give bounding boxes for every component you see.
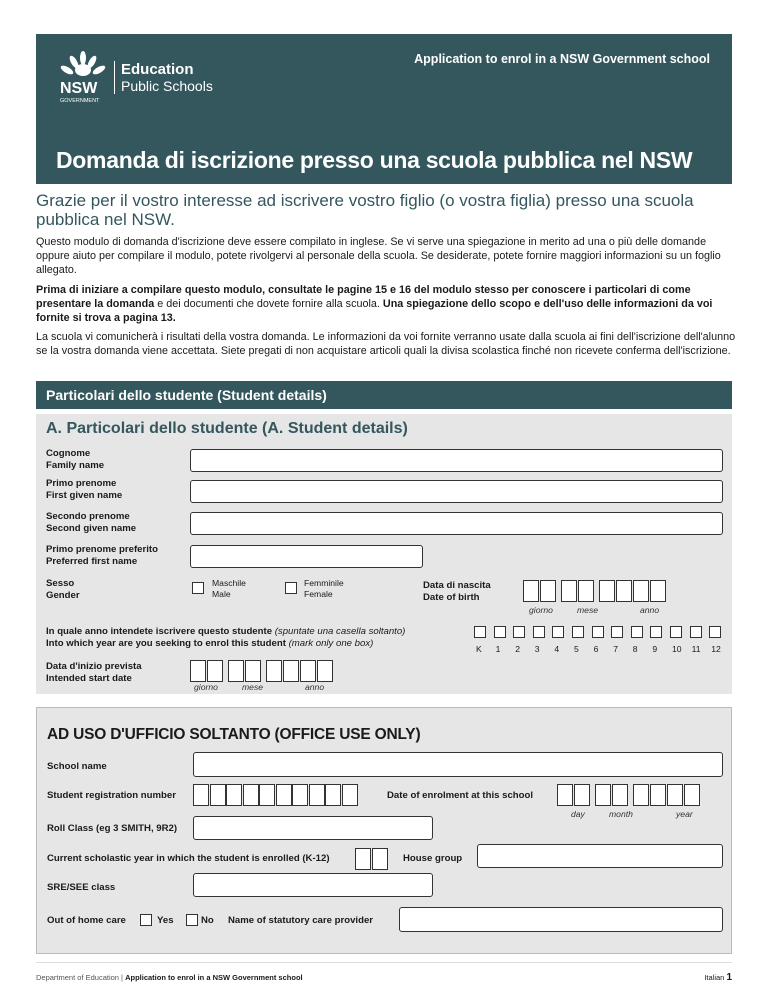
year-checkbox[interactable]: [533, 626, 545, 638]
dob-label: Data di nascita Date of birth: [423, 580, 491, 603]
first-name-label: Primo prenome First given name: [46, 478, 123, 501]
year-checkbox[interactable]: [592, 626, 604, 638]
srn-digit-box[interactable]: [342, 784, 358, 806]
page-title: Domanda di iscrizione presso una scuola pubblica nel NSW: [56, 147, 693, 173]
sre-field[interactable]: [193, 873, 433, 897]
family-name-label: Cognome Family name: [46, 448, 105, 471]
intro-paragraph-2: [36, 283, 736, 325]
dob-boxes[interactable]: [523, 580, 683, 602]
start-date-boxes[interactable]: [190, 660, 350, 682]
srn-boxes[interactable]: [193, 784, 353, 806]
second-name-field[interactable]: [190, 512, 723, 535]
year-checkbox[interactable]: [709, 626, 721, 638]
preferred-name-label: Primo prenome preferito Preferred first name: [46, 544, 158, 567]
male-label: Maschile Male: [212, 578, 246, 599]
srn-digit-box[interactable]: [325, 784, 341, 806]
year-checkbox[interactable]: [494, 626, 506, 638]
year-option-label: 11: [691, 644, 701, 654]
year-option-label: 9: [652, 644, 658, 654]
year-checkbox[interactable]: [552, 626, 564, 638]
intro-paragraph-3: La scuola vi comunicherà i risultati della vostra domanda. Le informazioni da voi fornite verranno usate dalla scuola ai fini dell'iscrizione dell'alunno se la vostra domanda viene accettata. Siete pregati di non acquistare articoli quali la divisa scolastica finché non ricevete conferma dell'iscrizione.: [36, 331, 736, 357]
gender-male-checkbox[interactable]: [192, 582, 204, 594]
srn-digit-box[interactable]: [276, 784, 292, 806]
year-option-label: 1: [495, 644, 501, 654]
logo-text: [114, 61, 213, 94]
year-checkbox[interactable]: [670, 626, 682, 638]
roll-class-label: Roll Class (eg 3 SMITH, 9R2): [47, 823, 178, 834]
srn-digit-box[interactable]: [309, 784, 325, 806]
year-checkbox[interactable]: [611, 626, 623, 638]
year-option-label: 10: [672, 644, 682, 654]
start-month-caption: mese: [242, 682, 264, 692]
logo-dept: Education: [121, 60, 194, 78]
office-use-panel: [36, 707, 732, 954]
intro-p2-bold1: Prima di iniziare a compilare questo modulo, consultate le pagine 15 e 16 del modulo stesso per conoscere i particolari di come presentare la domanda: [36, 284, 691, 310]
dob-year-caption: anno: [640, 605, 660, 615]
enrol-year-caption: year: [676, 809, 693, 819]
provider-field[interactable]: [399, 907, 723, 932]
section-student-details: Particolari dello studente (Student details): [36, 381, 732, 409]
srn-digit-box[interactable]: [226, 784, 242, 806]
footer-divider: [36, 962, 732, 963]
logo-sub: Public Schools: [121, 77, 213, 94]
female-label: Femminile Female: [304, 578, 344, 599]
preferred-name-field[interactable]: [190, 545, 423, 568]
srn-digit-box[interactable]: [259, 784, 275, 806]
house-group-field[interactable]: [477, 844, 723, 868]
srn-digit-box[interactable]: [193, 784, 209, 806]
second-name-label: Secondo prenome Second given name: [46, 511, 137, 534]
header-tagline: Application to enrol in a NSW Government school: [414, 52, 710, 66]
year-checkbox[interactable]: [474, 626, 486, 638]
year-checkbox[interactable]: [572, 626, 584, 638]
intro-p2-mid: e dei documenti che dovete fornire alla scuola.: [154, 298, 383, 310]
year-option-label: 12: [711, 644, 721, 654]
year-checkbox-group: [474, 624, 730, 658]
year-checkbox[interactable]: [690, 626, 702, 638]
footer-page: Italian 1: [704, 972, 732, 983]
ohc-label: Out of home care: [47, 915, 126, 926]
srn-label: Student registration number: [47, 790, 176, 801]
panel-title: A. Particolari dello studente (A. Student details): [46, 420, 408, 437]
intro-subtitle: Grazie per il vostro interesse ad iscrivere vostro figlio (o vostra figlia) presso una scuola pubblica nel NSW.: [36, 191, 694, 229]
logo-government-text: GOVERNMENT: [60, 98, 100, 104]
gender-female-checkbox[interactable]: [285, 582, 297, 594]
year-option-label: 5: [574, 644, 579, 654]
year-option-label: 2: [515, 644, 520, 654]
student-details-panel: [36, 414, 732, 694]
start-year-caption: anno: [305, 682, 325, 692]
ohc-no-label: No: [201, 915, 214, 926]
intro-p2-bold2: Una spiegazione dello scopo e dell'uso delle informazioni da voi fornite si trova a pagina 13.: [36, 298, 713, 324]
ohc-no-checkbox[interactable]: [186, 914, 198, 926]
year-option-label: 8: [632, 644, 638, 654]
header-banner: [36, 34, 732, 184]
year-option-label: 7: [613, 644, 618, 654]
year-question-label: In quale anno intendete iscrivere questo studente (spuntate una casella soltanto) Into which year are you seeking to enrol this student (mark only one box): [46, 626, 406, 649]
nsw-education-logo: [58, 48, 213, 106]
start-day-caption: giorno: [194, 682, 218, 692]
year-option-label: 3: [534, 644, 540, 654]
gender-label: Sesso Gender: [46, 578, 80, 601]
school-name-label: School name: [47, 761, 107, 772]
current-year-boxes[interactable]: [355, 848, 395, 870]
office-title: AD USO D'UFFICIO SOLTANTO (OFFICE USE ONLY): [47, 726, 421, 743]
year-option-label: 6: [593, 644, 599, 654]
enrol-month-caption: month: [609, 809, 633, 819]
dob-month-caption: mese: [577, 605, 599, 615]
year-checkbox[interactable]: [650, 626, 662, 638]
first-name-field[interactable]: [190, 480, 723, 503]
logo-nsw-text: NSW: [60, 80, 98, 97]
house-group-label: House group: [403, 853, 463, 864]
provider-label: Name of statutory care provider: [228, 915, 374, 926]
year-checkbox[interactable]: [513, 626, 525, 638]
waratah-icon: [58, 48, 108, 106]
family-name-field[interactable]: [190, 449, 723, 472]
year-checkbox[interactable]: [631, 626, 643, 638]
enrol-day-caption: day: [571, 809, 585, 819]
school-name-field[interactable]: [193, 752, 723, 777]
ohc-yes-checkbox[interactable]: [140, 914, 152, 926]
srn-digit-box[interactable]: [210, 784, 226, 806]
srn-digit-box[interactable]: [243, 784, 259, 806]
ohc-yes-label: Yes: [157, 915, 174, 926]
enrol-date-label: Date of enrolment at this school: [387, 790, 534, 801]
current-year-label: Current scholastic year in which the student is enrolled (K-12): [47, 853, 330, 864]
year-option-label: K: [476, 644, 482, 654]
roll-class-field[interactable]: [193, 816, 433, 840]
start-date-label: Data d'inizio prevista Intended start date: [46, 661, 142, 684]
year-option-label: 4: [554, 644, 560, 654]
dob-day-caption: giorno: [529, 605, 553, 615]
intro-paragraph-1: Questo modulo di domanda d'iscrizione deve essere compilato in inglese. Se vi serve una spiegazione in merito ad una o più delle domande oppure aiuto per compilare il modulo, potete rivolgervi al personale della scuola. Se desiderate, potete fornire maggiori informazioni su un foglio allegato.: [36, 236, 721, 276]
srn-digit-box[interactable]: [292, 784, 308, 806]
footer-left: Department of Education | Application to enrol in a NSW Government school: [36, 973, 303, 982]
enrol-date-boxes[interactable]: [557, 784, 717, 806]
sre-label: SRE/SEE class: [47, 882, 116, 893]
